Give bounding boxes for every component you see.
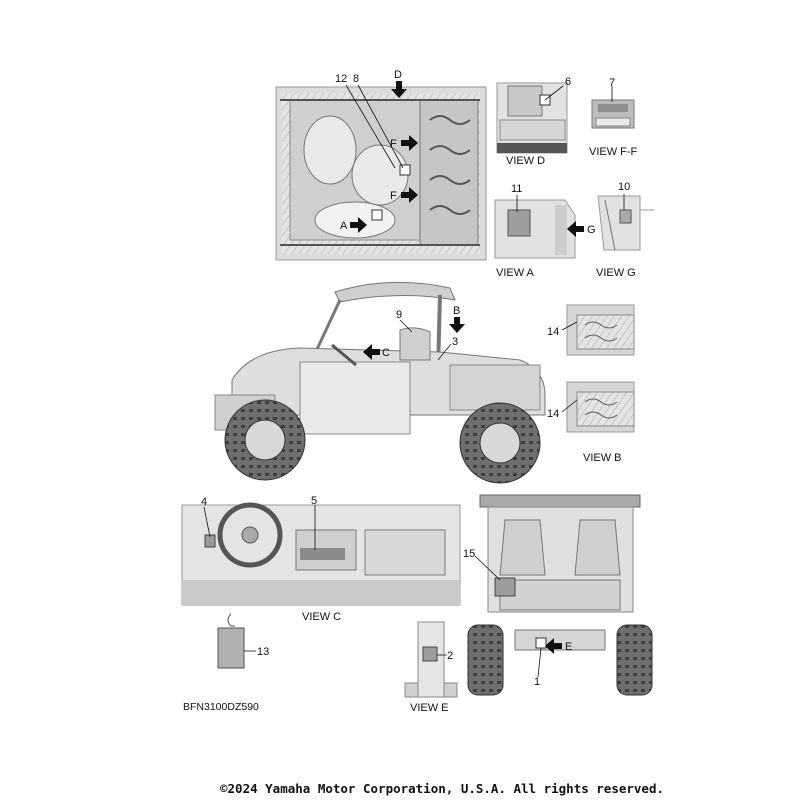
callout-5: 5 xyxy=(311,495,318,507)
view-b-lower-image xyxy=(567,382,634,432)
arrow-letter-b: B xyxy=(453,305,461,317)
callout-15: 15 xyxy=(463,548,476,560)
callout-1: 1 xyxy=(534,676,541,688)
callout-3: 3 xyxy=(452,336,459,348)
callout-8: 8 xyxy=(353,73,360,85)
view-g-image xyxy=(598,196,654,250)
arrow-letter-f-upper: F xyxy=(390,138,397,150)
view-d-label: VIEW D xyxy=(506,155,546,167)
arrow-letter-e: E xyxy=(565,641,573,653)
item-13-tag xyxy=(218,614,244,668)
arrow-b-icon xyxy=(449,317,465,333)
arrow-letter-f-lower: F xyxy=(390,190,397,202)
callout-14-lower: 14 xyxy=(547,408,560,420)
view-c-image xyxy=(182,505,460,605)
callout-11: 11 xyxy=(511,183,523,195)
arrow-letter-c: C xyxy=(382,347,390,359)
callout-12: 12 xyxy=(335,73,348,85)
callout-4: 4 xyxy=(201,496,208,508)
view-c-label: VIEW C xyxy=(302,611,342,623)
callout-10: 10 xyxy=(618,181,631,193)
copyright-notice: ©2024 Yamaha Motor Corporation, U.S.A. All rights reserved. xyxy=(220,781,665,796)
callout-6: 6 xyxy=(565,76,572,88)
callout-9: 9 xyxy=(396,309,403,321)
view-b-upper-image xyxy=(567,305,634,355)
callout-14-upper: 14 xyxy=(547,326,560,338)
view-d-image xyxy=(497,83,567,153)
view-a-label: VIEW A xyxy=(496,267,534,279)
view-g-label: VIEW G xyxy=(596,267,636,279)
rear-vehicle-view xyxy=(468,495,652,695)
callout-2: 2 xyxy=(447,650,454,662)
side-vehicle-view xyxy=(215,282,545,483)
callout-7: 7 xyxy=(609,77,616,89)
arrow-letter-d: D xyxy=(394,69,402,81)
view-a-image xyxy=(495,200,575,258)
callout-13: 13 xyxy=(257,646,270,658)
view-ff-label: VIEW F-F xyxy=(589,146,638,158)
view-e-label: VIEW E xyxy=(410,702,449,714)
arrow-letter-a: A xyxy=(340,220,348,232)
view-ff-image xyxy=(592,100,634,128)
part-code: BFN3100DZ590 xyxy=(183,701,259,713)
view-b-label: VIEW B xyxy=(583,452,622,464)
top-cab-view xyxy=(276,87,486,260)
arrow-letter-g: G xyxy=(587,224,596,236)
